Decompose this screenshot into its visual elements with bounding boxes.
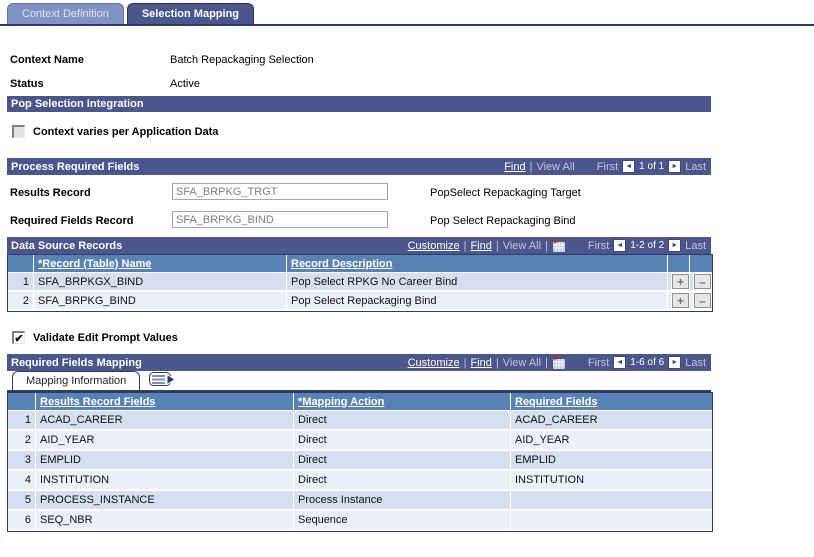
delete-column-header bbox=[690, 255, 712, 273]
row-number: 3 bbox=[8, 451, 36, 471]
first-link[interactable]: First bbox=[587, 356, 610, 369]
row-number: 2 bbox=[8, 292, 34, 311]
context-varies-label: Context varies per Application Data bbox=[33, 125, 219, 138]
gutter-header bbox=[8, 393, 36, 411]
next-rows-icon[interactable]: ► bbox=[668, 356, 681, 369]
gutter-header bbox=[8, 255, 34, 273]
separator: | bbox=[495, 356, 499, 369]
scroll-nav bbox=[504, 160, 706, 173]
separator: | bbox=[495, 239, 499, 252]
table-row bbox=[8, 273, 712, 292]
previous-row-icon[interactable]: ◄ bbox=[622, 160, 635, 173]
column-header-results-record-fields bbox=[36, 393, 294, 411]
results-field-cell: SEQ_NBR bbox=[36, 511, 294, 531]
separator: | bbox=[463, 356, 467, 369]
row-number: 6 bbox=[8, 511, 36, 531]
validate-row bbox=[12, 331, 178, 344]
section-title: Pop Selection Integration bbox=[11, 98, 144, 110]
table-row bbox=[8, 431, 712, 451]
grid-toolbar bbox=[408, 356, 706, 370]
last-link[interactable]: Last bbox=[685, 160, 706, 173]
separator: | bbox=[545, 239, 548, 252]
add-row-icon[interactable]: + bbox=[672, 293, 689, 308]
tab-context-definition[interactable] bbox=[7, 3, 124, 24]
find-link[interactable]: Find bbox=[470, 356, 492, 369]
mapping-action-cell: Process Instance bbox=[294, 491, 511, 511]
context-varies-row bbox=[12, 125, 218, 138]
add-row-cell bbox=[668, 292, 690, 311]
required-fields-mapping-grid bbox=[7, 392, 713, 532]
add-column-header bbox=[668, 255, 690, 273]
separator: | bbox=[545, 356, 548, 369]
required-field-cell: EMPLID bbox=[511, 451, 712, 471]
results-field-cell: ACAD_CAREER bbox=[36, 411, 294, 431]
data-source-records-bar bbox=[7, 237, 711, 254]
tab-label: Selection Mapping bbox=[141, 8, 240, 20]
required-fields-record-label: Required Fields Record bbox=[10, 215, 134, 227]
checkmark-icon: ✔ bbox=[14, 333, 24, 345]
show-all-columns-icon[interactable] bbox=[149, 372, 176, 387]
tab-underline bbox=[0, 24, 814, 26]
section-title: Required Fields Mapping bbox=[11, 356, 142, 369]
customize-link[interactable]: Customize bbox=[407, 356, 460, 369]
download-grid-icon[interactable] bbox=[552, 356, 566, 370]
required-fields-record-input[interactable] bbox=[172, 211, 388, 228]
row-number: 1 bbox=[8, 411, 36, 431]
tab-selection-mapping[interactable] bbox=[127, 3, 254, 24]
status-value: Active bbox=[170, 78, 200, 90]
previous-rows-icon[interactable]: ◄ bbox=[613, 356, 626, 369]
mapping-action-cell: Direct bbox=[294, 431, 511, 451]
required-field-cell: ACAD_CAREER bbox=[511, 411, 712, 431]
find-link[interactable]: Find bbox=[470, 239, 492, 252]
validate-label: Validate Edit Prompt Values bbox=[33, 331, 178, 344]
results-field-cell: AID_YEAR bbox=[36, 431, 294, 451]
add-row-cell bbox=[668, 273, 690, 292]
subtab-label: Mapping Information bbox=[26, 375, 127, 387]
required-fields-record-description: Pop Select Repackaging Bind bbox=[430, 215, 576, 227]
column-header-link[interactable]: Results Record Fields bbox=[40, 395, 156, 408]
mapping-action-cell: Sequence bbox=[294, 511, 511, 531]
view-all-link[interactable]: View All bbox=[536, 160, 575, 173]
delete-row-icon[interactable]: – bbox=[694, 274, 711, 289]
separator: | bbox=[529, 160, 533, 173]
delete-row-cell bbox=[690, 292, 712, 311]
next-row-icon[interactable]: ► bbox=[668, 160, 681, 173]
row-number: 5 bbox=[8, 491, 36, 511]
row-counter: 1 of 1 bbox=[639, 161, 665, 172]
required-field-cell bbox=[511, 511, 712, 531]
delete-row-cell bbox=[690, 273, 712, 292]
required-field-cell: AID_YEAR bbox=[511, 431, 712, 451]
context-varies-checkbox[interactable] bbox=[12, 125, 25, 138]
next-rows-icon[interactable]: ► bbox=[668, 239, 681, 252]
required-field-cell bbox=[511, 491, 712, 511]
view-all-link[interactable]: View All bbox=[502, 239, 542, 252]
view-all-link[interactable]: View All bbox=[502, 356, 542, 369]
column-header-record-description bbox=[287, 255, 668, 273]
mapping-subtab-strip bbox=[7, 371, 711, 392]
find-link[interactable]: Find bbox=[504, 160, 526, 173]
required-fields-mapping-bar bbox=[7, 354, 711, 371]
first-link[interactable]: First bbox=[596, 160, 619, 173]
record-description-cell: Pop Select RPKG No Career Bind bbox=[287, 273, 668, 292]
customize-link[interactable]: Customize bbox=[407, 239, 460, 252]
results-field-cell: PROCESS_INSTANCE bbox=[36, 491, 294, 511]
column-header-required-fields bbox=[511, 393, 712, 411]
table-row bbox=[8, 451, 712, 471]
status-label: Status bbox=[10, 78, 44, 90]
context-name-value: Batch Repackaging Selection bbox=[170, 54, 314, 66]
context-name-label: Context Name bbox=[10, 54, 84, 66]
section-title: Data Source Records bbox=[11, 239, 123, 252]
grid-header-row bbox=[8, 255, 712, 273]
column-header-record-name bbox=[34, 255, 287, 273]
pop-selection-integration-bar bbox=[7, 96, 711, 112]
row-number: 4 bbox=[8, 471, 36, 491]
table-row bbox=[8, 491, 712, 511]
last-link[interactable]: Last bbox=[685, 356, 706, 369]
results-record-label: Results Record bbox=[10, 187, 91, 199]
tab-mapping-information[interactable] bbox=[12, 371, 140, 390]
record-name-cell: SFA_BRPKG_BIND bbox=[34, 292, 287, 311]
grid-toolbar bbox=[408, 239, 706, 253]
process-required-fields-bar bbox=[7, 158, 711, 175]
row-number: 1 bbox=[8, 273, 34, 292]
results-record-input[interactable] bbox=[172, 183, 388, 200]
results-field-cell: EMPLID bbox=[36, 451, 294, 471]
results-record-description: PopSelect Repackaging Target bbox=[430, 187, 581, 199]
add-row-icon[interactable]: + bbox=[672, 274, 689, 289]
grid-header-row bbox=[8, 393, 712, 411]
mapping-action-cell: Direct bbox=[294, 411, 511, 431]
separator: | bbox=[463, 239, 467, 252]
row-number: 2 bbox=[8, 431, 36, 451]
table-row bbox=[8, 411, 712, 431]
page-tabs bbox=[7, 3, 254, 24]
previous-rows-icon[interactable]: ◄ bbox=[613, 239, 626, 252]
data-source-records-grid bbox=[7, 254, 713, 312]
validate-checkbox[interactable] bbox=[12, 331, 25, 344]
row-counter: 1-2 of 2 bbox=[630, 240, 665, 251]
last-link[interactable]: Last bbox=[685, 239, 706, 252]
column-header-link[interactable]: *Mapping Action bbox=[298, 395, 385, 408]
column-header-mapping-action bbox=[294, 393, 511, 411]
table-row bbox=[8, 292, 712, 311]
row-counter: 1-6 of 6 bbox=[630, 357, 665, 368]
first-link[interactable]: First bbox=[587, 239, 610, 252]
required-field-cell: INSTITUTION bbox=[511, 471, 712, 491]
record-description-cell: Pop Select Repackaging Bind bbox=[287, 292, 668, 311]
mapping-action-cell: Direct bbox=[294, 471, 511, 491]
section-title: Process Required Fields bbox=[11, 160, 140, 173]
column-header-link[interactable]: Required Fields bbox=[515, 395, 598, 408]
table-row bbox=[8, 511, 712, 531]
record-name-cell: SFA_BRPKGX_BIND bbox=[34, 273, 287, 292]
column-header-link[interactable]: Record Description bbox=[291, 257, 393, 270]
column-header-link[interactable]: *Record (Table) Name bbox=[38, 257, 152, 270]
results-field-cell: INSTITUTION bbox=[36, 471, 294, 491]
table-row bbox=[8, 471, 712, 491]
download-grid-icon[interactable] bbox=[552, 239, 566, 253]
delete-row-icon[interactable]: – bbox=[694, 293, 711, 308]
tab-label: Context Definition bbox=[22, 8, 109, 20]
mapping-action-cell: Direct bbox=[294, 451, 511, 471]
